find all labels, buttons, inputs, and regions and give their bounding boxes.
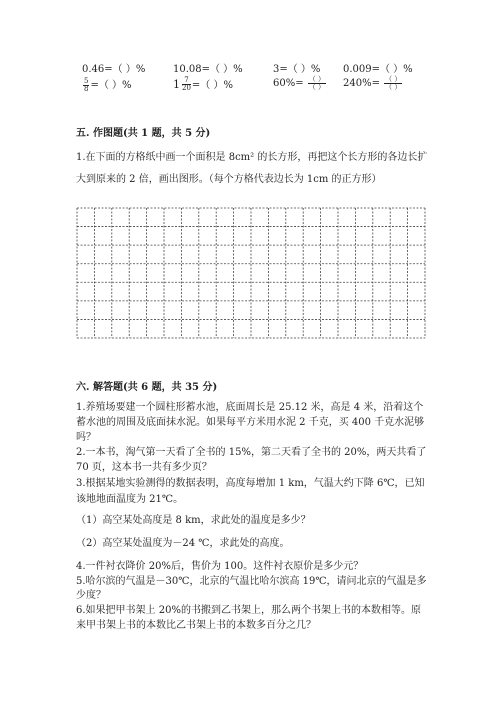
- section-5-question-line-2: 大到原来的 2 倍，画出图形。（每个方格代表边长为 1cm 的正方形）: [76, 174, 382, 185]
- section-5-question-line-1: 1.在下面的方格纸中画一个面积是 8cm² 的长方形，再把这个长方形的各边长扩: [76, 152, 428, 163]
- mixed-number: 1 $\frac{7}{20}$: [173, 76, 191, 92]
- blank-item: $\frac{5}{8}$ =（ ）%: [84, 77, 132, 93]
- section-5-title: 五. 作图题(共 1 题，共 5 分): [76, 128, 211, 139]
- section-6-title: 六. 解答题(共 6 题，共 35 分): [76, 382, 218, 393]
- question-line: （1）高空某处高度是 8 km，求此处的温度是多少？: [76, 515, 311, 526]
- question-line: 少度？: [76, 590, 106, 601]
- question-line: （2）高空某处温度为－24 ℃，求此处的高度。: [76, 538, 290, 549]
- blank-item: 0.46=（ ）%: [82, 64, 146, 75]
- blank-item: 10.08=（ ）%: [173, 64, 243, 75]
- question-line: 5.哈尔滨的气温是－30℃，北京的气温比哈尔滨高 19℃，请问北京的气温是多: [76, 576, 427, 587]
- blank-item: 3=（ ）%: [273, 64, 321, 75]
- question-line: 3.根据某地实验测得的数据表明，高度每增加 1 km，气温大约下降 6℃，已知: [76, 478, 425, 489]
- blank-item: 60%= $\frac{( )}{( )}$: [273, 75, 326, 91]
- blank-item: 1 $\frac{7}{20}$ =（ ）%: [173, 76, 233, 92]
- question-line: 该地地面温度为 21℃。: [76, 494, 184, 505]
- question-line: 吗？: [76, 432, 96, 443]
- question-line: 4.一件衬衣降价 20%后，售价为 100。这件衬衣原价是多少元？: [76, 561, 364, 572]
- question-line: 1.养殖场要建一个圆柱形蓄水池，底面周长是 25.12 米，高是 4 米，沿着这个: [76, 402, 424, 413]
- question-line: 蓄水池的周围及底面抹水泥。如果每平方米用水泥 2 千克，买 400 千克水泥够: [76, 417, 425, 428]
- question-line: 6.如果把甲书架上 20%的书搬到乙书架上，那么两个书架上书的本数相等。原: [76, 605, 421, 616]
- question-line: 70 页，这本书一共有多少页？: [76, 462, 212, 473]
- question-line: 来甲书架上书的本数比乙书架上书的本数多百分之几？: [76, 620, 316, 631]
- blank-item: 0.009=（ ）%: [343, 64, 413, 75]
- fraction: $\frac{5}{8}$: [84, 77, 89, 93]
- blank-item: 240%= $\frac{( )}{( )}$: [343, 75, 402, 91]
- question-line: 2.一本书，淘气第一天看了全书的 15%，第二天看了全书的 20%，两天共看了: [76, 447, 427, 458]
- graph-paper-grid: [76, 207, 426, 339]
